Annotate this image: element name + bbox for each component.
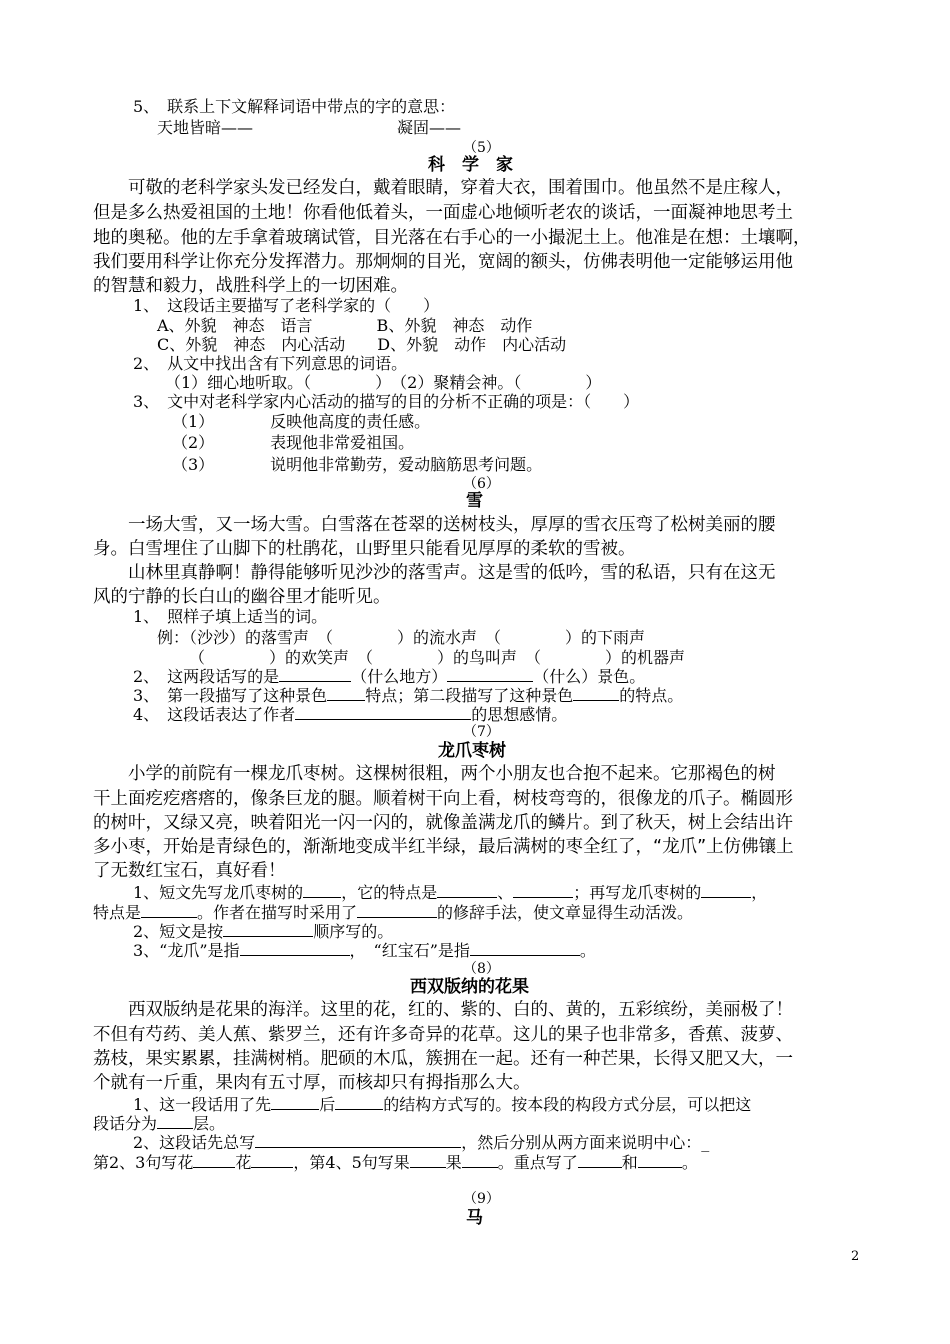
blank[interactable]	[251, 1153, 293, 1168]
paragraph-line: 了无数红宝石，真好看！	[93, 861, 286, 881]
paragraph-line: 身。白雪埋住了山脚下的杜鹃花，山野里只能看见厚厚的柔软的雪被。	[93, 539, 636, 559]
paragraph-line: 的智慧和毅力，战胜科学上的一切困难。	[93, 276, 408, 296]
blank[interactable]	[327, 686, 365, 701]
question-5-2-items: （1）细心地听取。（ ） （2）聚精会神。（ ）	[165, 373, 602, 392]
blank[interactable]	[578, 1153, 622, 1168]
option-1: （1） 反映他高度的责任感。	[172, 412, 431, 431]
question-7-2: 2、短文是按 顺序写的。	[133, 922, 394, 941]
blank[interactable]	[279, 667, 351, 682]
question-6-1: 1、 照样子填上适当的词。	[133, 607, 328, 626]
blank[interactable]	[470, 941, 580, 956]
question-5-2: 2、 从文中找出含有下列意思的词语。	[133, 354, 408, 373]
section-number-9: （9）	[463, 1191, 500, 1207]
section-title-snow: 雪	[466, 491, 483, 511]
question-8-1-cont: 段话分为 层。	[93, 1114, 226, 1133]
question-6-4: 4、 这段话表达了作者 的思想感情。	[133, 705, 568, 724]
paragraph-line: 多小枣，开始是青绿色的，渐渐地变成半红半绿，最后满树的枣全红了，“龙爪”上仿佛镶上	[93, 837, 794, 857]
paragraph-line: 但是多么热爱祖国的土地！你看他低着头，一面虚心地倾听老农的谈话，一面凝神地思考土	[93, 203, 793, 223]
blank[interactable]	[701, 883, 751, 898]
section-title-horse: 马	[466, 1208, 483, 1228]
paragraph-line: 小学的前院有一棵龙爪枣树。这棵树很粗，两个小朋友也合抱不起来。它那褐色的树	[93, 764, 776, 784]
section-title-xishuangbanna: 西双版纳的花果	[410, 977, 529, 997]
question-7-3: 3、“龙爪”是指 ， “红宝石”是指 。	[133, 941, 596, 960]
paragraph-line: 西双版纳是花果的海洋。这里的花，红的、紫的、白的、黄的，五彩缤纷，美丽极了！	[93, 1000, 793, 1020]
blank[interactable]	[271, 1095, 319, 1110]
section-title-scientist: 科 学 家	[428, 155, 513, 175]
paragraph-line: 可敬的老科学家头发已经发白，戴着眼睛，穿着大衣，围着围巾。他虽然不是庄稼人，	[93, 178, 793, 198]
paragraph-line: 个就有一斤重，果肉有五寸厚，而核却只有拇指那么大。	[93, 1073, 531, 1093]
blank[interactable]	[295, 705, 471, 720]
blank[interactable]	[303, 883, 341, 898]
blank[interactable]	[437, 883, 497, 898]
options-ab: A、外貌 神态 语言 B、外貌 神态 动作	[157, 316, 533, 335]
paragraph-line: 风的宁静的长白山的幽谷里才能听见。	[93, 587, 391, 607]
example-row: 例：（沙沙）的落雪声 （ ）的流水声 （ ）的下雨声	[157, 628, 646, 647]
blank[interactable]	[573, 686, 619, 701]
question-8-1: 1、这一段话用了先 后 的结构方式写的。按本段的构段方式分层，可以把这	[133, 1095, 752, 1114]
blank[interactable]	[223, 922, 313, 937]
blank[interactable]	[638, 1153, 682, 1168]
section-title-dragon-claw-jujube: 龙爪枣树	[438, 741, 506, 761]
blank[interactable]	[335, 1095, 383, 1110]
paragraph-line: 一场大雪，又一场大雪。白雪落在苍翠的送树枝头，厚厚的雪衣压弯了松树美丽的腰	[93, 515, 776, 535]
page-number: 2	[851, 1249, 860, 1264]
blank[interactable]	[255, 1133, 461, 1148]
blank[interactable]	[462, 1153, 498, 1168]
section-number-5: （5）	[463, 140, 500, 156]
option-3: （3） 说明他非常勤劳，爱动脑筋思考问题。	[172, 455, 543, 474]
paragraph-line: 不但有芍药、美人蕉、紫罗兰，还有许多奇异的花草。这儿的果子也非常多，香蕉、菠萝、	[93, 1025, 793, 1045]
paragraph-line: 的树叶，又绿又亮，映着阳光一闪一闪的，就像盖满龙爪的鳞片。到了秋天，树上会结出许	[93, 813, 793, 833]
question-8-2-cont: 第2、3句写花 花 ，第4、5句写果 果 。重点写了 和 。	[93, 1153, 698, 1172]
question-8-2: 2、这段话先总写 ，然后分别从两方面来说明中心：_	[133, 1133, 710, 1152]
options-cd: C、外貌 神态 内心活动 D、外貌 动作 内心活动	[157, 335, 567, 354]
blank[interactable]	[141, 903, 197, 918]
blank[interactable]	[513, 883, 573, 898]
fill-row: （ ）的欢笑声 （ ）的鸟叫声 （ ）的机器声	[189, 648, 686, 667]
question-5: 5、 联系上下文解释词语中带点的字的意思：	[133, 97, 456, 116]
paragraph-line: 荔枝，果实累累，挂满树梢。肥硕的木瓜，簇拥在一起。还有一种芒果，长得又肥又大，一	[93, 1049, 793, 1069]
paragraph-line: 地的奥秘。他的左手拿着玻璃试管，目光落在右手心的一小撮泥土上。他准是在想：土壤啊，	[93, 228, 811, 248]
section-number-8: （8）	[463, 961, 500, 977]
question-7-1-cont: 特点是 。作者在描写时采用了 的修辞手法，使文章显得生动活泼。	[93, 903, 694, 922]
paragraph-line: 山林里真静啊！静得能够听见沙沙的落雪声。这是雪的低吟，雪的私语，只有在这无	[93, 563, 776, 583]
option-2: （2） 表现他非常爱祖国。	[172, 433, 415, 452]
question-5-1: 1、 这段话主要描写了老科学家的（ ）	[133, 296, 440, 315]
section-number-6: （6）	[463, 476, 500, 492]
blank[interactable]	[410, 1153, 446, 1168]
question-5-3: 3、 文中对老科学家内心活动的描写的目的分析不正确的项是：（ ）	[133, 392, 640, 411]
question-6-2: 2、 这两段话写的是 （什么地方） （什么）景色。	[133, 667, 646, 686]
blank[interactable]	[240, 941, 350, 956]
words-line: 天地皆暗—— 凝固——	[157, 118, 462, 137]
section-number-7: （7）	[463, 724, 500, 740]
question-7-1: 1、短文先写龙爪枣树的 ，它的特点是 、 ；再写龙爪枣树的 ，	[133, 883, 768, 902]
question-6-3: 3、 第一段描写了这种景色 特点；第二段描写了这种景色 的特点。	[133, 686, 684, 705]
blank[interactable]	[157, 1114, 193, 1129]
paragraph-line: 我们要用科学让你充分发挥潜力。那炯炯的目光，宽阔的额头，仿佛表明他一定能够运用他	[93, 252, 793, 272]
blank[interactable]	[193, 1153, 235, 1168]
blank[interactable]	[357, 903, 437, 918]
blank[interactable]	[447, 667, 533, 682]
paragraph-line: 干上面疙疙瘩瘩的，像条巨龙的腿。顺着树干向上看，树枝弯弯的，很像龙的爪子。椭圆形	[93, 789, 793, 809]
